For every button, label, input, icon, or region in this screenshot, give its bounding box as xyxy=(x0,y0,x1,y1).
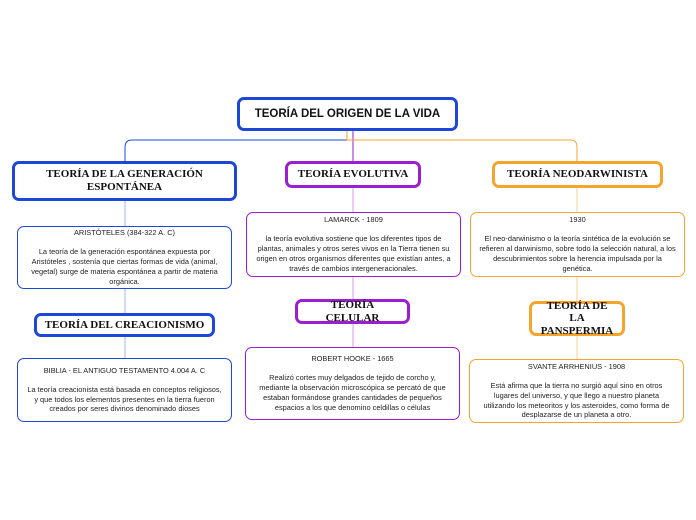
detail-panspermia[interactable] xyxy=(469,359,684,423)
topic-generacion-title: TEORÍA DE LA GENERACIÓN ESPONTÁNEA xyxy=(46,168,203,193)
topic-celular[interactable] xyxy=(295,299,410,324)
detail-creacionismo-body: La teoría creacionista está basada en conceptos religiosos, y que todos los elementos presentes en la tierra fueron creados por seres divinos denominado dioses xyxy=(27,384,222,414)
detail-celular[interactable] xyxy=(245,347,460,420)
detail-creacionismo[interactable] xyxy=(17,358,232,422)
detail-neodarwinista[interactable] xyxy=(470,212,685,277)
topic-creacionismo[interactable] xyxy=(34,313,215,337)
root-node[interactable] xyxy=(237,97,458,131)
detail-evolutiva-head: LAMARCK - 1809 xyxy=(324,215,383,225)
topic-neodarwinista[interactable] xyxy=(492,161,663,188)
connector-root-neodarwinista xyxy=(347,131,577,161)
detail-evolutiva[interactable] xyxy=(246,212,461,277)
topic-neodarwinista-title: TEORÍA NEODARWINISTA xyxy=(507,168,648,181)
detail-celular-head: ROBERT HOOKE - 1665 xyxy=(311,354,394,364)
topic-evolutiva-title: TEORÍA EVOLUTIVA xyxy=(297,168,409,181)
detail-panspermia-head: SVANTE ARRHENIUS - 1908 xyxy=(527,361,626,371)
topic-evolutiva[interactable] xyxy=(285,161,421,188)
detail-neodarwinista-body: El neo-darwinismo o la teoría sintética de la evolución se refieren al darwinismo, sobre todo la selección natural, a los descubrimientos sobre la herencia impulsada por la genética. xyxy=(479,234,676,273)
topic-panspermia-title: TEORÍA DE LA PANSPERMIA xyxy=(540,299,614,337)
topic-creacionismo-title: TEORÍA DEL CREACIONISMO xyxy=(44,318,205,331)
detail-generacion-head: ARISTÓTELES (384-322 A. C) xyxy=(73,228,176,238)
detail-panspermia-body: Está afirma que la tierra no surgió aquí sino en otros lugares del universo, y que llego a nuestro planeta utilizando los meteoritos y los asteroides, como forma de desplazarse de un planeta a otro. xyxy=(483,380,670,420)
topic-generacion-espontanea[interactable] xyxy=(12,161,237,201)
detail-evolutiva-body: la teoría evolutiva sostiene que los diferentes tipos de plantas, animales y otros seres vivos en la Tierra tienen su origen en otros organismos diferentes que existían antes, a través de cambios intergeneracionales. xyxy=(256,234,451,273)
detail-generacion-body: La teoría de la generación espontánea expuesta por Aristóteles , sostenía que ciertas formas de vida (animal, vegetal) surge de materia espontánea a partir de materia orgánica. xyxy=(31,247,218,286)
detail-creacionismo-head: BIBLIA - EL ANTIGUO TESTAMENTO 4.004 A. C xyxy=(43,365,206,375)
topic-panspermia[interactable] xyxy=(529,301,625,336)
root-title: TEORÍA DEL ORIGEN DE LA VIDA xyxy=(254,108,441,120)
detail-generacion-espontanea[interactable] xyxy=(17,226,232,289)
detail-neodarwinista-head: 1930 xyxy=(569,215,586,225)
connector-root-generacion xyxy=(125,131,347,161)
topic-celular-title: TEORÍA CELULAR xyxy=(325,298,380,324)
detail-celular-body: Realizó cortes muy delgados de tejido de corcho y, mediante la observación microscópica se percató de que estaban formándose grandes cantidades de pequeños espacios a los que denomino celdillas o células xyxy=(259,373,446,412)
